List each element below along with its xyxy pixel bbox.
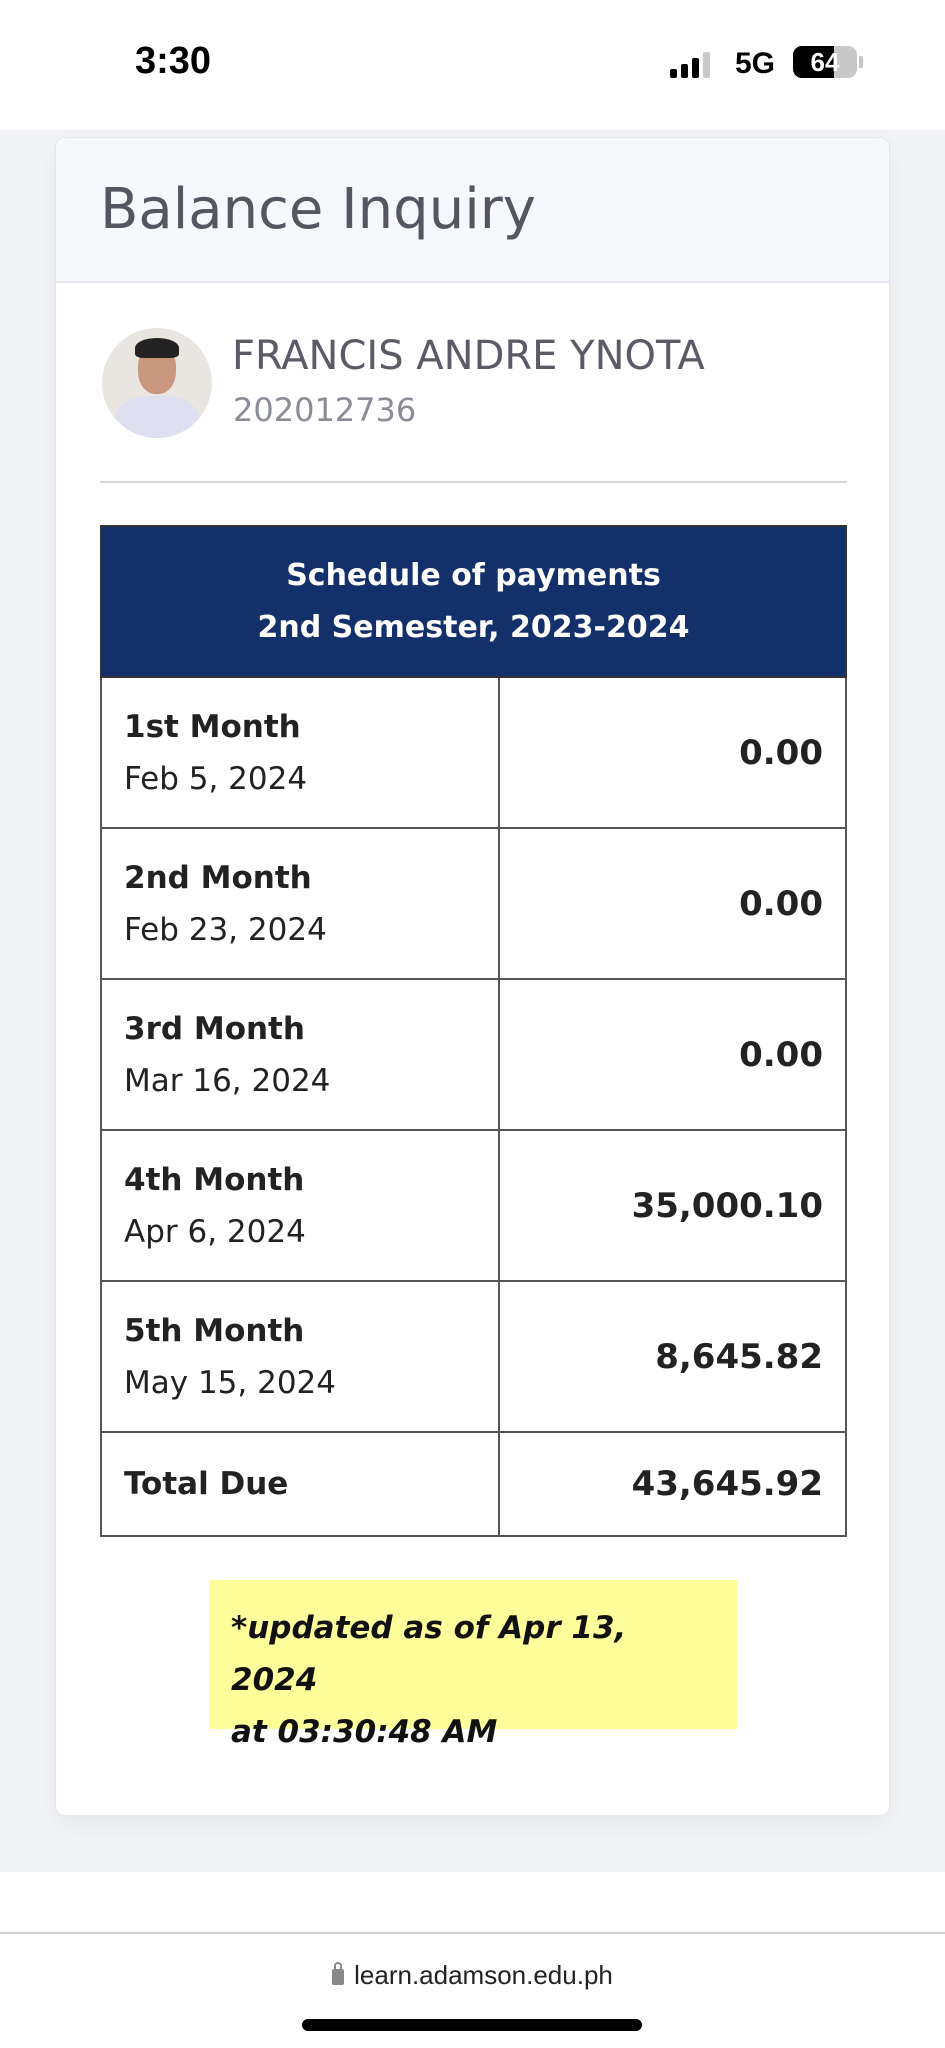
row-amount: 0.00 bbox=[499, 979, 846, 1130]
payment-schedule-table bbox=[100, 525, 847, 1537]
table-row bbox=[101, 828, 846, 979]
status-time: 3:30 bbox=[135, 40, 212, 82]
row-date: Apr 6, 2024 bbox=[124, 1213, 306, 1250]
table-row bbox=[101, 1281, 846, 1432]
row-label: 3rd Month bbox=[124, 1010, 305, 1047]
url-text: learn.adamson.edu.ph bbox=[354, 1960, 613, 1990]
battery-nub bbox=[859, 56, 863, 68]
updated-date: *updated as of Apr 13, 2024 bbox=[231, 1610, 627, 1698]
table-header bbox=[101, 526, 846, 677]
signal-icon bbox=[670, 52, 710, 78]
row-label: 4th Month bbox=[124, 1161, 305, 1198]
total-row bbox=[101, 1432, 846, 1536]
student-id: 202012736 bbox=[233, 391, 417, 429]
row-amount: 0.00 bbox=[499, 677, 846, 828]
row-label: 1st Month bbox=[124, 708, 301, 745]
table-row bbox=[101, 677, 846, 828]
table-header-semester: 2nd Semester, 2023-2024 bbox=[257, 609, 690, 645]
status-bar bbox=[0, 0, 945, 130]
card-header bbox=[56, 138, 889, 283]
table-row bbox=[101, 1130, 846, 1281]
home-indicator[interactable] bbox=[302, 2019, 642, 2031]
lock-icon bbox=[332, 1969, 344, 1985]
row-date: Feb 5, 2024 bbox=[124, 760, 308, 797]
total-label: Total Due bbox=[124, 1466, 289, 1502]
divider bbox=[100, 481, 847, 483]
row-amount: 0.00 bbox=[499, 828, 846, 979]
student-name: FRANCIS ANDRE YNOTA bbox=[232, 333, 705, 379]
row-amount: 35,000.10 bbox=[499, 1130, 846, 1281]
row-label: 2nd Month bbox=[124, 859, 312, 896]
updated-time: at 03:30:48 AM bbox=[231, 1714, 498, 1750]
page-title: Balance Inquiry bbox=[100, 177, 536, 242]
browser-toolbar-divider bbox=[0, 1932, 945, 1934]
row-amount: 8,645.82 bbox=[499, 1281, 846, 1432]
table-header-title: Schedule of payments bbox=[286, 557, 661, 593]
network-type: 5G bbox=[735, 47, 776, 80]
battery-level: 64 bbox=[810, 47, 840, 77]
updated-note bbox=[209, 1580, 737, 1750]
row-date: Feb 23, 2024 bbox=[124, 911, 327, 948]
row-label: 5th Month bbox=[124, 1312, 305, 1349]
address-bar[interactable] bbox=[0, 1960, 945, 1991]
total-amount: 43,645.92 bbox=[499, 1432, 846, 1536]
table-row bbox=[101, 979, 846, 1130]
avatar bbox=[102, 328, 212, 438]
row-date: Mar 16, 2024 bbox=[124, 1062, 331, 1099]
balance-card bbox=[55, 137, 890, 1816]
row-date: May 15, 2024 bbox=[124, 1364, 336, 1401]
battery-icon bbox=[793, 46, 857, 78]
